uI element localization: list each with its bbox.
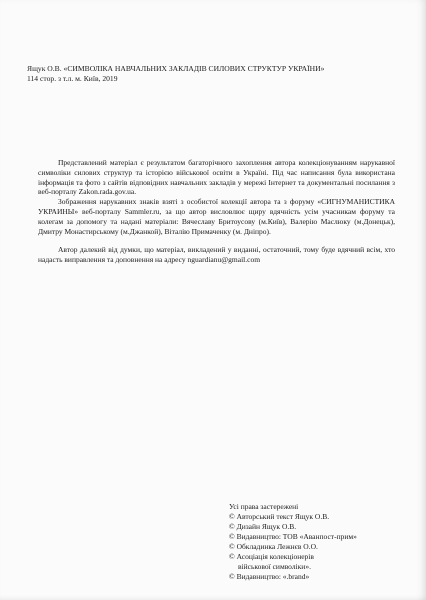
copyright-block: [229, 502, 409, 582]
preface-paragraph-1: Представлений матеріал є результатом багаторічного захоплення автора колекціонуванням нарукавної символіки силових структур та історією військової освіти в Україні. Під час написання була використана інформація та фото з сайтів відповідних навчальних закладів у мережі Інтернет та документальні посилання з веб-порталу Zakon.rada.gov.ua.: [38, 158, 395, 197]
copyright-item: © Авторський текст Ящук О.В.: [229, 512, 330, 521]
copyright-item: © Видавництво: ТОВ «Аванпост-прим»: [229, 532, 357, 541]
preface-text: [38, 158, 395, 265]
copyright-item: © Дизайн Ящук О.В.: [229, 522, 297, 531]
bibliographic-header: [27, 64, 419, 84]
copyright-item: © Асоціація колекціонерів: [229, 552, 314, 561]
copyright-item: © Видавництво: «.brand»: [229, 572, 310, 581]
publication-info: 114 стор. з т.л. м. Київ, 2019: [27, 74, 118, 83]
preface-paragraph-3: Автор далекий від думки, що матеріал, викладений у виданні, остаточний, тому буде вдячний всім, хто надасть виправлення та доповнення на адресу nguardianu@gmail.com: [38, 245, 395, 265]
preface-paragraph-2: Зображення нарукавних знаків взяті з особистої колекції автора та з форуму «СИГНУМАНИСТИКА УКРАИНЫ» веб-порталу Sammler.ru, за що автор висловлює щиру вдячність усім учасникам форуму та колегам за допомогу та надані матеріали: Вячеславу Бритоусову (м.Київ), Валерію Маслюку (м.Донецьк), Дмитру Монастирському (м.Джанкой), Віталію Примаченку (м. Дніпро).: [38, 197, 395, 236]
copyright-item: © Обкладинка Лежнєв О.О.: [229, 542, 318, 551]
copyright-heading: Усі права застережені: [229, 502, 299, 511]
book-title-line: Ящук О.В. «СИМВОЛІКА НАВЧАЛЬНИХ ЗАКЛАДІВ СИЛОВИХ СТРУКТУР УКРАЇНИ»: [27, 64, 325, 73]
copyright-item-continuation: військової символіки».: [238, 562, 311, 571]
